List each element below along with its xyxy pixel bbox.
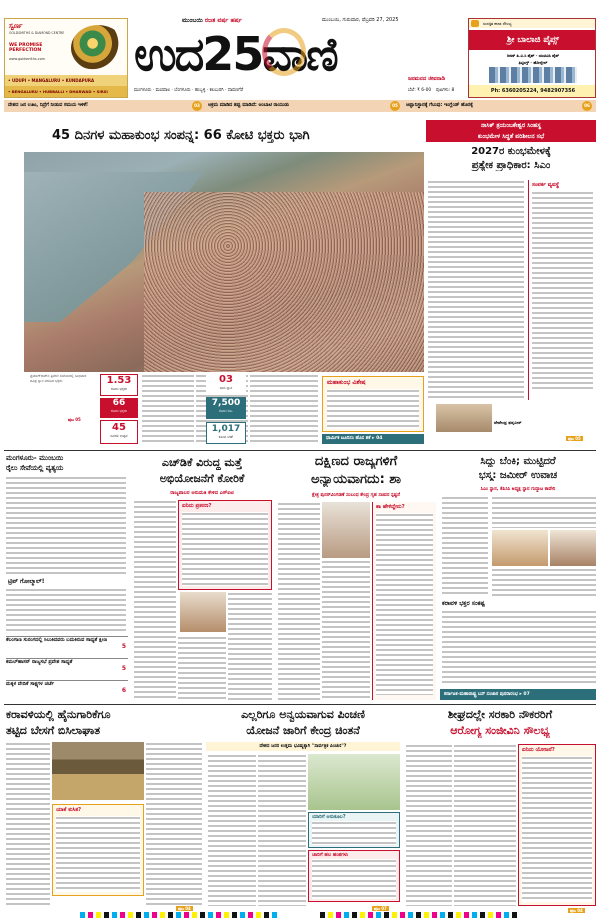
ad-line: GOLDSMITHS & DIAMOND CENTRE: [9, 31, 65, 35]
col1-copy: [6, 476, 126, 574]
bottom3-box: [518, 744, 596, 906]
right-side-box: [528, 180, 596, 400]
silver-jubilee-emblem: [262, 28, 306, 76]
right-kicker: [426, 120, 596, 142]
right-ad: [468, 18, 596, 98]
side-box-title: ಸಂಪರ್ಕ ವ್ಯವಸ್ಥೆ: [532, 182, 560, 188]
hdk-photo: [180, 592, 226, 632]
teaser-2-page: 05: [390, 101, 400, 111]
stat-label: ಕೋಟಿ ಬೆಡ್: [218, 435, 234, 439]
col4-headline-1[interactable]: ಸಿದ್ದು ಬೆಂಕಿ; ಮುಟ್ಟಿದರೆ: [480, 456, 556, 467]
ad-promise: WE PROMISE PERFECTION: [9, 43, 43, 54]
col2-copy-1: [134, 500, 176, 700]
brief-1-text: ಕೆಲಂಗಾಣ ಸುರಂಗದಲ್ಲಿ ಸಿಲುಕಿದವರು ಬದುಕಿರುವ ಸಾಧ್ಯತೆ ಕ್ಷೀಣ: [6, 637, 108, 643]
ad-emblem: [471, 20, 479, 27]
bus-service-banner[interactable]: ಕರ್ನಾಟಕ-ಮಹಾರಾಷ್ಟ್ರ ಬಸ್ ಸಂಚಾರ ಪುನರಾರಂಭ ▸ 07: [440, 689, 596, 700]
left-ad: [4, 18, 128, 98]
brief-3-page: 6: [121, 687, 126, 694]
jump-bottom2[interactable]: ಪುಟ 07: [374, 906, 387, 911]
bottom3-box-copy: [522, 756, 592, 902]
jump-lead[interactable]: ಪುಟ 05: [68, 417, 81, 422]
stat-num: 7,500: [211, 398, 241, 408]
col4-copy-1: [442, 496, 488, 596]
city-item: ಮಣಿಪಾಲ: [155, 88, 171, 93]
col4-kicker: ಸಿಎಂ ಸ್ಥಾನ, ಕೆಪಿಸಿಸಿ ಅಧ್ಯಕ್ಷ ಸ್ಥಾನ ಗುದ್ದಾಟ ಕಾವೇರಿ: [480, 487, 556, 492]
brief-2-page: 5: [121, 665, 126, 672]
col1-copy-2: [6, 588, 126, 632]
jump-bottom1[interactable]: ಪುಟ 04: [178, 906, 191, 911]
brief-1[interactable]: [6, 636, 128, 656]
ad-site: www.goldsmiths.com: [9, 57, 45, 61]
col2-copy-2: [228, 592, 272, 700]
city-item: ಮಂಗಳೂರು: [134, 88, 152, 93]
col3-copy-1: [278, 502, 320, 700]
kumbh-crowd-photo: [24, 152, 424, 372]
color-registration-marks: [80, 912, 280, 918]
cm-photo: [436, 404, 492, 432]
col2-copy-3: [178, 636, 226, 700]
stat-5: [206, 397, 246, 419]
col4-copy-2: [492, 496, 596, 528]
city-item: ಕಲಬುರಗಿ: [209, 88, 224, 93]
anniversary-tag: ರಜತ ವರ್ಷ ಹರ್ಷ: [204, 17, 242, 24]
col2-box-copy: [182, 512, 268, 586]
bottom1-headline-2[interactable]: ತಟ್ಟಿದ ಬೇಸಗೆ ಬಿಸಿಲಾಘಾತ: [6, 724, 101, 737]
bottom2-headline-1[interactable]: ಎಲ್ಲರಿಗೂ ಅನ್ವಯವಾಗುವ ಪಿಂಚಣಿ: [241, 708, 365, 721]
city-item: ದಾವಣಗೆರೆ: [227, 88, 244, 93]
kumbh-box-copy: [327, 389, 419, 429]
bottom1-box-title: ಯಾಕೆ ಕುಸಿತ?: [56, 807, 82, 813]
col3-headline-1[interactable]: ದಕ್ಷಿಣದ ರಾಜ್ಯಗಳಿಗೆ: [314, 454, 398, 469]
kicker-line1: ನಾಸಿಕ್ ತ್ರಯಂಬಕೇಶ್ವರ ಸಿಂಹಸ್ಥ: [480, 122, 542, 129]
col3-copy-2: [322, 560, 370, 700]
bottom1-headline-1[interactable]: ಕರಾವಳಿಯಲ್ಲಿ ಹೈನುಗಾರಿಕೆಗೂ: [6, 708, 111, 721]
zameer-photo: [492, 530, 548, 566]
stat-num: 45: [112, 422, 126, 433]
price: ಬೆಲೆ: ₹ 6-00: [408, 88, 432, 93]
cows-photo: [52, 742, 144, 800]
stats-copy-1: [142, 374, 194, 444]
stat-label: ಕೋಟಿ ಭಕ್ತರು: [111, 387, 127, 391]
siddaramaiah-photo: [550, 530, 596, 566]
ad-branches-2: • BENGALURU • HUBBALLI • DHARWAD • SIRSI: [5, 86, 128, 98]
teaser-1-page: 03: [192, 101, 202, 111]
teaser-1[interactable]: ದೇಶದ ಜನ ಊಟ, ನಿದ್ರೆಗೆ ನೀಡುವ ಸಮಯ ಇಳಿಕೆ!: [8, 103, 89, 108]
col2-headline-2[interactable]: ಅಭಿಯೋಜನೆಗೆ ಕೋರಿಕೆ: [159, 472, 245, 485]
stat-1: [100, 374, 138, 396]
stat-4: [206, 374, 246, 392]
stat-label: ಬಾರಿ ಸ್ನಾನ: [219, 386, 233, 390]
bottom2-copy-2: [258, 754, 306, 906]
city-item: ಹುಬ್ಬಳ್ಳಿ: [194, 88, 206, 93]
bottom2-kicker: ದೇಶದ ಜನರ ಉತ್ತಮ ಭವಿಷ್ಯಕ್ಕಾಗಿ "ಸಾರ್ವತ್ರಿಕ ಪಿಂಚಣಿ"?: [206, 742, 400, 751]
ad-jewellery-image: [71, 25, 125, 71]
bottom2-copy-1: [208, 754, 256, 906]
bottom2-box-2: [308, 850, 400, 902]
stat-num: 66: [112, 398, 126, 408]
col1-headline-2[interactable]: ರೈಲು ಸೇವೆಯಲ್ಲಿ ವ್ಯತ್ಯಯ: [6, 464, 64, 472]
teaser-3[interactable]: ಆಫ್ಘಾನಿಸ್ಥಾನಕ್ಕೆ ಗೆಲುವು: ಇಂಗ್ಲೆಂಡ್ ಹೊರಕ್ಕೆ: [406, 103, 473, 108]
bottom2-box-title: ಯಾರಿಗೆ ಅನುಕೂಲ?: [312, 814, 346, 820]
stat-6: [206, 422, 246, 444]
teaser-3-page: 06: [582, 101, 592, 111]
newspaper-logo[interactable]: ಉದ25ವಾಣಿ: [134, 27, 337, 81]
col4-headline-2[interactable]: ಭಸ್ಮ: ಜಮೀರ್ ಉವಾಚ: [478, 470, 558, 481]
stat-num: 03: [219, 374, 233, 385]
bottom3-copy-1: [406, 744, 452, 906]
right-copy: [428, 180, 524, 400]
divider: [4, 704, 596, 705]
col1-sub[interactable]: ಟ್ರಿಪ್ ಗೋಲ್ಮಾಲ್!: [8, 578, 45, 585]
bottom1-copy-2: [146, 742, 202, 906]
stat-num: 1,017: [211, 424, 241, 434]
bottom2-box-copy: [312, 821, 396, 845]
bottom3-box-title: ಏನಿದು ಯೋಜನೆ?: [522, 747, 555, 753]
stat-2: [100, 398, 138, 418]
brief-2-text: ಕಮಲ್‌ಹಾಸನ್ ರಾಜ್ಯಸಭೆ ಪ್ರವೇಶ ಸಾಧ್ಯತೆ: [6, 659, 73, 665]
col1-headline-1[interactable]: ಮಂಗಳೂರು- ಮುಂಬಯಿ: [6, 454, 64, 462]
pipes-image: [489, 67, 577, 83]
ad-branches-1: • UDUPI • MANGALURU • KUNDAPURA: [5, 75, 128, 86]
side-box-copy: [532, 191, 593, 391]
ad-brand-logo: ಸ್ವರ್ಣ: [9, 22, 23, 30]
ad-right-line1: ರಿಜಿಡ್ ಪಿ.ವಿ.ಸಿ ಪೈಪ್ - ಯುಪಿವಿಸಿ ಪೈಪ್: [506, 53, 560, 58]
col4-copy-4: [442, 610, 596, 686]
jump-bottom3[interactable]: ಪುಟ 04: [570, 908, 583, 913]
col4-copy-3: [492, 568, 596, 596]
right-headline-1[interactable]: 2027ರ ಕುಂಭಮೇಳಕ್ಕೆ: [471, 146, 551, 157]
color-registration-marks: [320, 912, 520, 918]
col2-kicker: ರಾಜ್ಯಪಾಲರ ಅನುಮತಿ ಕೇಳಿದ ಎಸ್‌ಐಟಿ: [170, 490, 234, 496]
cm-byline: ದೇವೇಂದ್ರ ಫಡ್ನವೀಸ್: [494, 420, 522, 425]
divider: [4, 450, 596, 451]
ad-right-line2: ಫಿಟ್ಟಿಂಗ್ಸ್ - ಹೋಲ್ಸೇಲ್: [518, 60, 548, 65]
brief-2[interactable]: [6, 658, 128, 678]
col3-box-copy: [376, 513, 433, 695]
bottom3-headline-1[interactable]: ಶೀಘ್ರದಲ್ಲೇ ಸರಕಾರಿ ನೌಕರರಿಗೆ: [447, 708, 553, 721]
bottom2-box: [308, 812, 400, 848]
tagline: ಜನಮನದ ಜೀವನಾಡಿ: [408, 76, 446, 82]
col2-headline-1[interactable]: ಎಚ್‌ಡಿಕೆ ವಿರುದ್ಧ ಮತ್ತೆ: [161, 456, 243, 469]
stats-copy-3: [250, 374, 318, 444]
teaser-strip: [4, 100, 596, 112]
brief-1-page: 5: [121, 643, 126, 650]
pension-graphic: [308, 754, 400, 810]
photo-caption: ಪ್ರಯಾಗ್‌ರಾಜ್‌ನ ತ್ರಿವೇಣಿ ಸಂಗಮದಲ್ಲಿ ಬುಧವಾರ ಪವಿತ್ರ ಸ್ನಾನ ಮಾಡಿದ ಭಕ್ತರು: [30, 374, 87, 383]
bottom1-box: [52, 804, 144, 896]
stat-num: 1.53: [106, 375, 132, 386]
edition-city: ಮುಂಬಯಿ: [182, 17, 203, 24]
stat-label: ಕೋಟಿ ರೂ.: [219, 409, 233, 413]
col2-box-title: ಏನಿದು ಪ್ರಕರಣ?: [182, 503, 212, 509]
bottom3-copy-2: [454, 744, 516, 906]
date-line: ಮುಂಬಯಿ, ಗುರುವಾರ, ಫೆಬ್ರವರಿ 27, 2025: [322, 17, 399, 23]
page-count: ಪುಟಗಳು: 8: [436, 88, 455, 93]
stat-3: [100, 420, 138, 444]
right-headline-2[interactable]: ಪ್ರತ್ಯೇಕ ಪ್ರಾಧಿಕಾರ: ಸಿಎಂ: [471, 160, 551, 171]
bottom1-copy-1: [6, 742, 50, 906]
kumbh-box-title: ಮಹಾಕುಂಭ ವಿಶೇಷ: [327, 379, 366, 386]
bottom2-box2-copy: [312, 859, 396, 899]
crowd-texture: [144, 192, 424, 372]
bottom3-headline-2[interactable]: ಆರೋಗ್ಯ ಸಂಜೀವಿನಿ ಸೌಲಭ್ಯ: [450, 724, 550, 737]
amit-shah-photo: [322, 502, 370, 558]
col4-sub[interactable]: ಕರಾವಳಿ ಭಕ್ತರ ಸಂಕಷ್ಟ: [442, 600, 485, 607]
bottom2-headline-2[interactable]: ಯೋಜನೆ ಜಾರಿಗೆ ಕೇಂದ್ರ ಚಿಂತನೆ: [246, 724, 360, 737]
kicker-line2: ಕುಂಭಮೇಳ ಸಿದ್ಧತೆ ಪರಿಶೀಲನ ಸಭೆ: [477, 133, 545, 140]
ad-right-top: ಸುಸಜ್ಜಿತ ಶಾಲಾ ಸೌಲಭ್ಯ: [469, 19, 596, 28]
col3-box-title: ಶಾ ಹೇಳಿದ್ದೇನು?: [376, 504, 405, 510]
ad-name: ಶ್ರೀ ಬಾಲಾಜಿ ಪೈಪ್ಸ್: [469, 30, 596, 50]
ad-phone: Ph: 6360205224, 9482907356: [469, 85, 596, 98]
city-list: ಮಂಗಳೂರು · ಮಣಿಪಾಲ · ಬೆಂಗಳೂರು · ಹುಬ್ಬಳ್ಳಿ · ಕಲಬುರಗಿ · ದಾವಣಗೆರೆ: [134, 88, 244, 93]
col3-kicker: ಕ್ಷೇತ್ರ ಪುನರ್‌ವಿಂಗಡಣೆ ಸಂಬಂಧ ಕೇಂದ್ರ ಗೃಹ ಸಚಿವರ ಸ್ಪಷ್ಟನೆ: [312, 493, 400, 498]
bottom1-box-copy: [56, 816, 140, 892]
bottom2-box2-title: ಜಾರಿಗೆ ಹಲ ಹಂತಗಳು: [312, 852, 349, 858]
lead-headline[interactable]: 45 ದಿನಗಳ ಮಹಾಕುಂಭ ಸಂಪನ್ನ: 66 ಕೋಟಿ ಭಕ್ತರು ಭಾಗಿ: [52, 128, 310, 143]
brief-3[interactable]: [6, 680, 128, 700]
col3-headline-2[interactable]: ಅನ್ಯಾಯವಾಗದು: ಶಾ: [310, 472, 402, 487]
brief-3-text: ಮಕ್ಕಳ ವೇದಿಕೆ ಸಾಕ್ಷ್ಯಗಳ ಚರ್ಚೆ: [6, 681, 55, 687]
kumbh-special-box: [322, 376, 424, 432]
stat-label: ಕೋಟಿ ಭಕ್ತರು: [111, 409, 127, 413]
stat-label: ದಿನಗಳ ಉತ್ಸವ: [110, 434, 128, 438]
city-item: ಬೆಂಗಳೂರು: [174, 88, 191, 93]
teaser-2[interactable]: ಅಕ್ರಮ ಮಾಡಿದ ತಪ್ಪು ಮಾಡಿದೆ: ಅಂಬಾಟಿ ರಾಯುಡು: [208, 103, 289, 108]
religious-tourism-banner[interactable]: ಧಾರ್ಮಿಕ ಟೂರಿಸಂ ಹೊಸ ಶಕೆ ▸ 04: [322, 434, 424, 444]
jump-right[interactable]: ಪುಟ 05: [568, 436, 581, 441]
col3-box: [372, 502, 436, 700]
col2-box: [178, 500, 272, 590]
